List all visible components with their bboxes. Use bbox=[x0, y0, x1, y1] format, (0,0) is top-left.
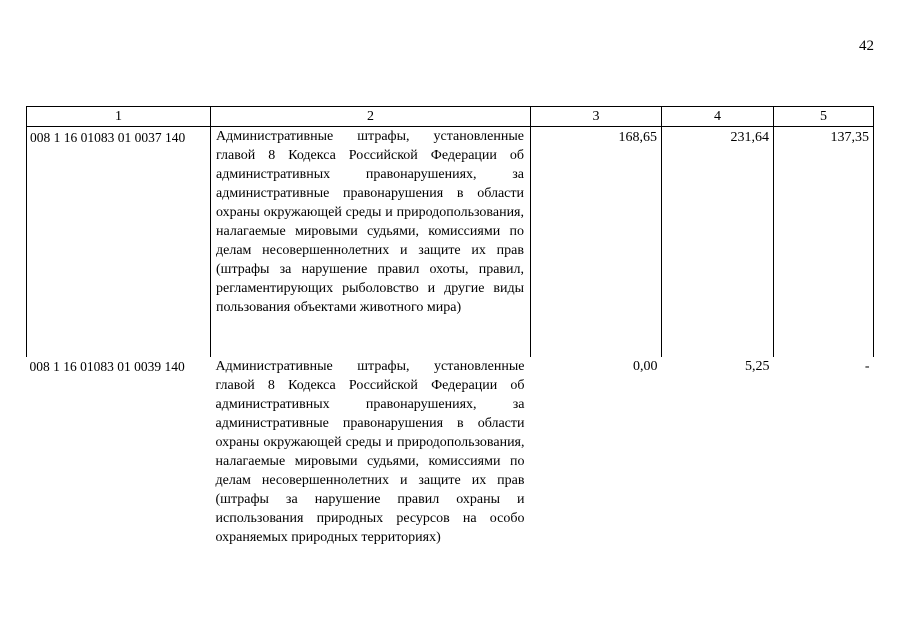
value-col5-cell: - bbox=[864, 359, 870, 374]
column-header-1: 1 bbox=[27, 107, 211, 127]
value-col5-cell: 137,35 bbox=[774, 127, 874, 358]
page-number: 42 bbox=[859, 38, 874, 54]
value-col3-cell: 0,00 bbox=[633, 359, 658, 374]
budget-code-cell: 008 1 16 01083 01 0037 140 bbox=[27, 127, 211, 358]
value-col4-cell: 231,64 bbox=[662, 127, 774, 358]
value-col3-cell: 168,65 bbox=[531, 127, 662, 358]
column-header-3: 3 bbox=[531, 107, 662, 127]
table-row bbox=[27, 357, 874, 567]
column-header-5: 5 bbox=[774, 107, 874, 127]
column-header-4: 4 bbox=[662, 107, 774, 127]
table-header-row bbox=[27, 107, 874, 127]
table-row bbox=[27, 127, 874, 358]
value-col4-cell: 5,25 bbox=[745, 359, 770, 374]
revenue-name-cell: Административные штрафы, установленные главой 8 Кодекса Российской Федерации об административных правонарушениях, за административные правонарушения в области охраны окружающей среды и природопользования, налагаемые мировыми судьями, комиссиями по делам несовершеннолетних и защите их прав (штрафы за нарушение правил охраны и использования природных ресурсов на особо охраняемых природных территориях) bbox=[215, 359, 525, 545]
budget-code-cell: 008 1 16 01083 01 0039 140 bbox=[29, 359, 185, 374]
revenue-name-cell: Административные штрафы, установленные главой 8 Кодекса Российской Федерации об административных правонарушениях, за административные правонарушения в области охраны окружающей среды и природопользования, налагаемые мировыми судьями, комиссиями по делам несовершеннолетних и защите их прав (штрафы за нарушение правил охоты, правил, регламентирующих рыболовство и другие виды пользования объектами животного мира) bbox=[211, 127, 531, 358]
budget-table bbox=[26, 106, 874, 567]
column-header-2: 2 bbox=[211, 107, 531, 127]
